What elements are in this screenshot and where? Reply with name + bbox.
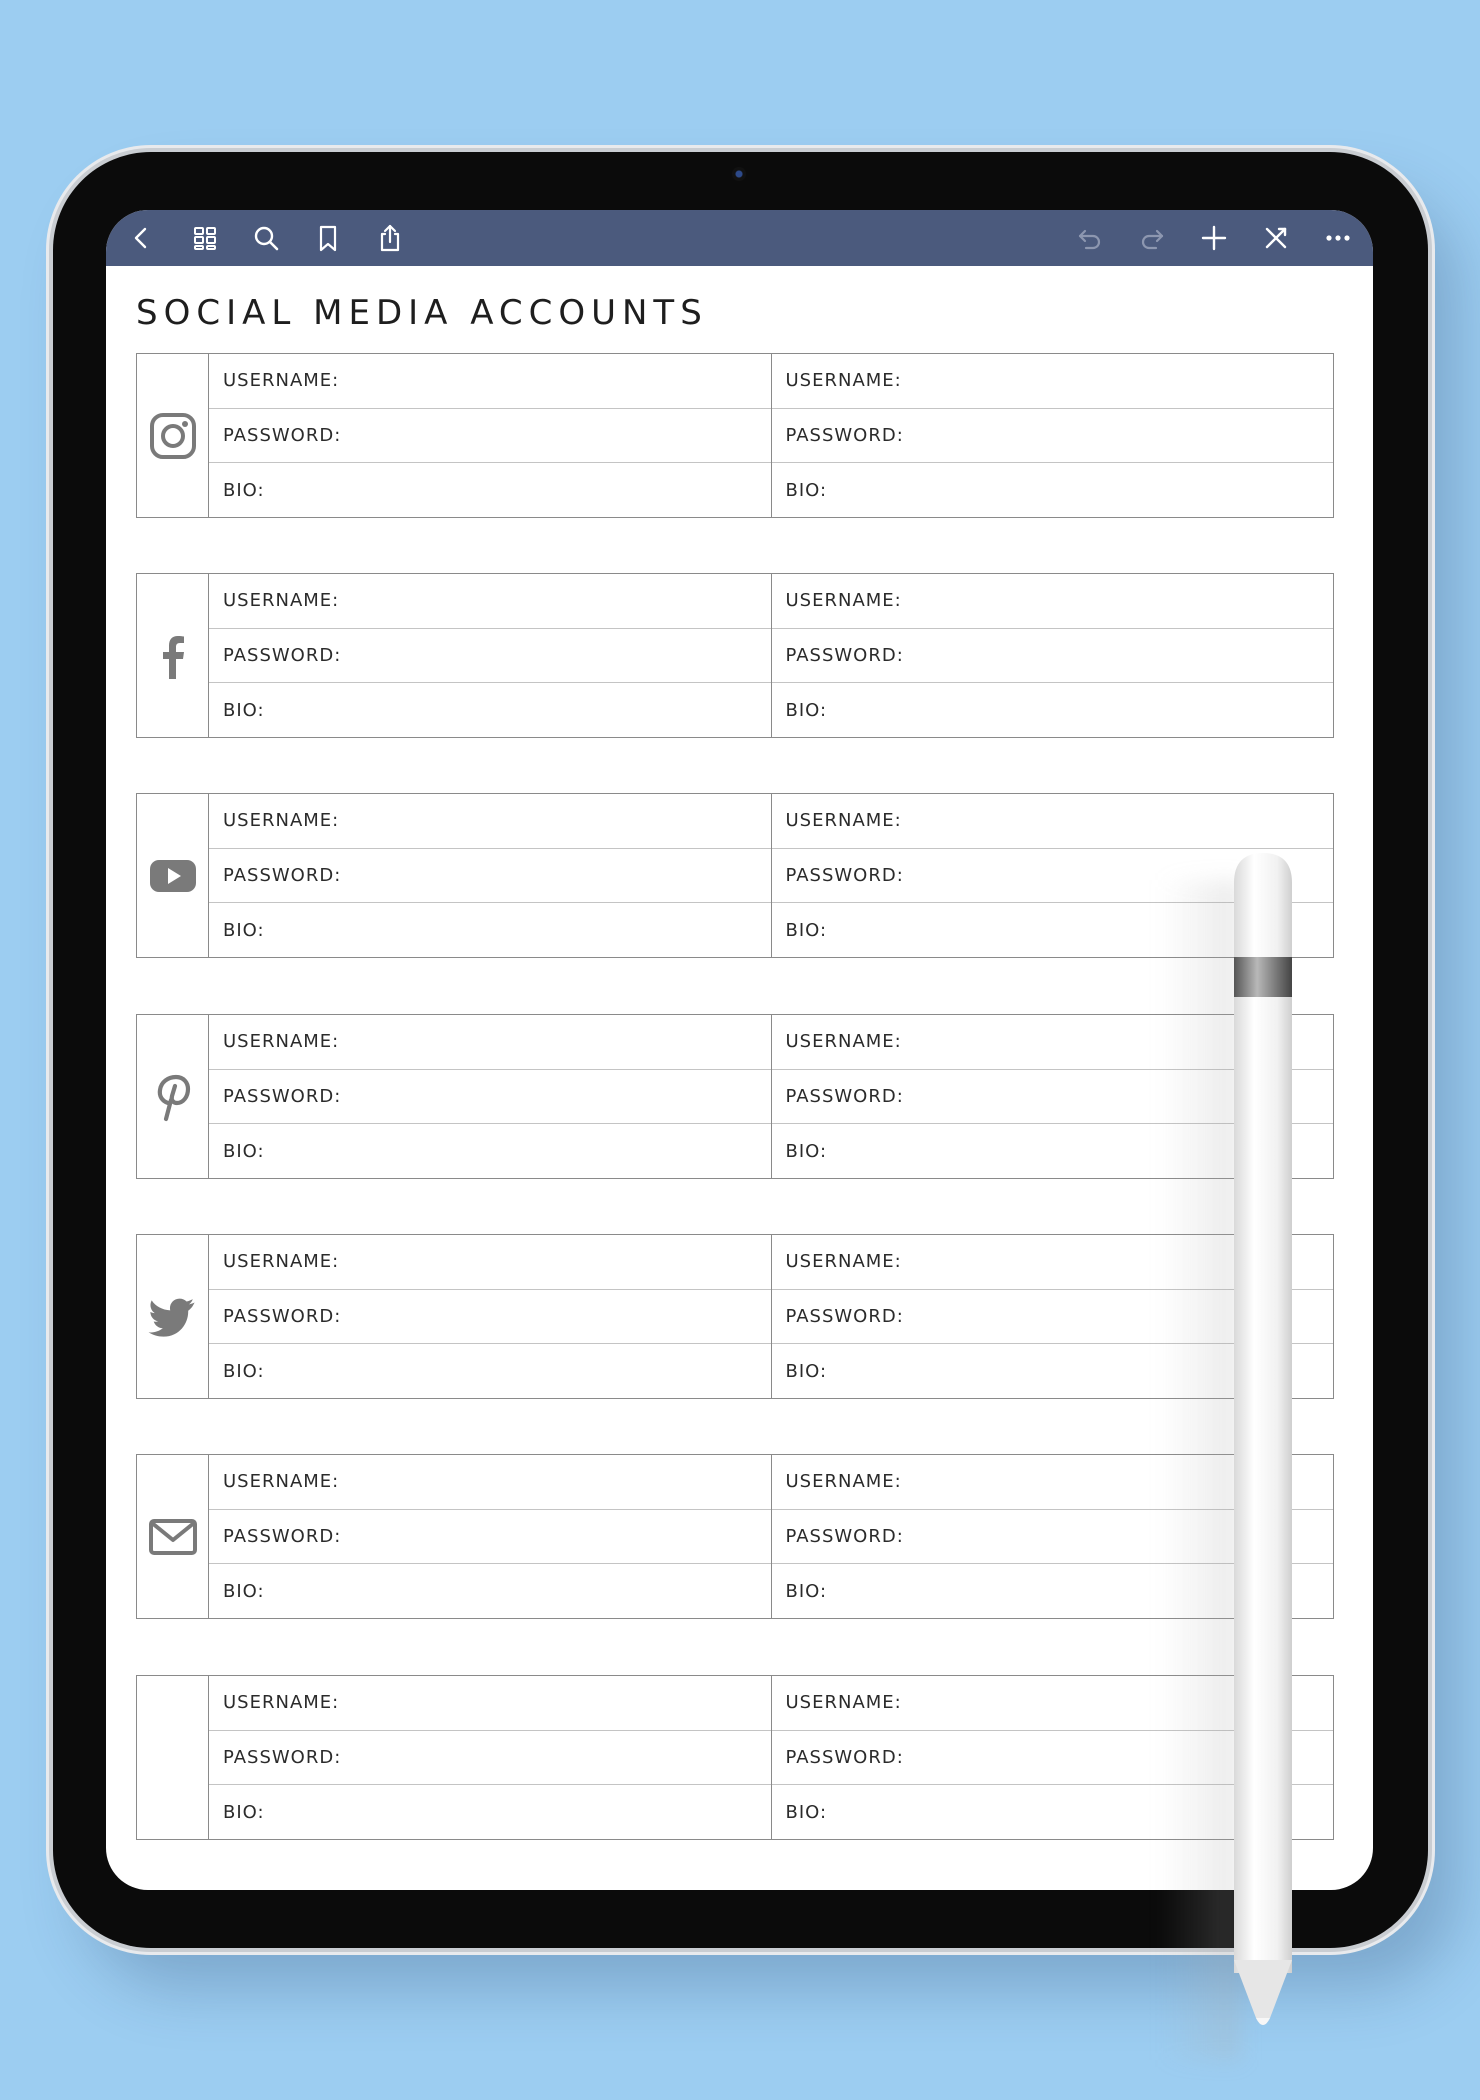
- close-icon[interactable]: [1256, 218, 1296, 258]
- password-field[interactable]: PASSWORD:: [772, 408, 1334, 463]
- search-icon[interactable]: [246, 218, 286, 258]
- bio-field[interactable]: BIO:: [209, 902, 771, 957]
- password-field[interactable]: PASSWORD:: [209, 628, 771, 683]
- password-field[interactable]: PASSWORD:: [209, 1289, 771, 1344]
- account-icon-cell[interactable]: [137, 1676, 209, 1839]
- bio-field[interactable]: BIO:: [772, 462, 1334, 517]
- toolbar: [106, 210, 1373, 266]
- account-column-left: [209, 1235, 771, 1398]
- account-block: [136, 1454, 1334, 1619]
- account-icon-cell: [137, 1015, 209, 1178]
- pencil-shadow: [1160, 880, 1240, 2060]
- account-icon-cell: [137, 794, 209, 957]
- account-block: [136, 793, 1334, 958]
- account-column-left: [209, 1455, 771, 1618]
- account-column-left: [209, 354, 771, 517]
- bio-field[interactable]: BIO:: [772, 682, 1334, 737]
- username-field[interactable]: USERNAME:: [223, 370, 340, 392]
- username-field[interactable]: USERNAME:: [223, 1031, 340, 1053]
- password-field[interactable]: PASSWORD:: [772, 628, 1334, 683]
- share-icon[interactable]: [370, 218, 410, 258]
- username-field[interactable]: USERNAME:: [223, 810, 340, 832]
- camera-icon: [732, 167, 746, 181]
- account-column-left: [209, 1676, 771, 1839]
- account-icon-cell: [137, 354, 209, 517]
- account-block: [136, 1675, 1334, 1840]
- username-field[interactable]: USERNAME:: [785, 1471, 902, 1493]
- account-block: [136, 1014, 1334, 1179]
- undo-icon[interactable]: [1070, 218, 1110, 258]
- bio-field[interactable]: BIO:: [209, 1784, 771, 1839]
- password-field[interactable]: PASSWORD:: [772, 1509, 1334, 1564]
- username-field[interactable]: USERNAME:: [223, 1471, 340, 1493]
- account-icon-cell: [137, 1235, 209, 1398]
- password-field[interactable]: PASSWORD:: [209, 1730, 771, 1785]
- username-field[interactable]: USERNAME:: [785, 1692, 902, 1714]
- password-field[interactable]: PASSWORD:: [772, 1289, 1334, 1344]
- account-block: [136, 1234, 1334, 1399]
- password-field[interactable]: PASSWORD:: [772, 848, 1334, 903]
- bio-field[interactable]: BIO:: [209, 682, 771, 737]
- bio-field[interactable]: BIO:: [209, 1343, 771, 1398]
- youtube-icon: [148, 851, 198, 901]
- page-title: SOCIAL MEDIA ACCOUNTS: [136, 293, 708, 333]
- username-field[interactable]: USERNAME:: [785, 810, 902, 832]
- account-column-left: [209, 574, 771, 737]
- password-field[interactable]: PASSWORD:: [209, 1069, 771, 1124]
- bio-field[interactable]: BIO:: [772, 1343, 1334, 1398]
- username-field[interactable]: USERNAME:: [785, 370, 902, 392]
- username-field[interactable]: USERNAME:: [223, 1692, 340, 1714]
- instagram-icon: [148, 411, 198, 461]
- bookmark-icon[interactable]: [308, 218, 348, 258]
- password-field[interactable]: PASSWORD:: [772, 1730, 1334, 1785]
- account-column-left: [209, 1015, 771, 1178]
- account-block: [136, 353, 1334, 518]
- bio-field[interactable]: BIO:: [772, 902, 1334, 957]
- add-icon[interactable]: [1194, 218, 1234, 258]
- username-field[interactable]: USERNAME:: [785, 1031, 902, 1053]
- account-icon-cell: [137, 1455, 209, 1618]
- username-field[interactable]: USERNAME:: [785, 590, 902, 612]
- password-field[interactable]: PASSWORD:: [209, 848, 771, 903]
- username-field[interactable]: USERNAME:: [223, 590, 340, 612]
- password-field[interactable]: PASSWORD:: [209, 1509, 771, 1564]
- bio-field[interactable]: BIO:: [209, 1123, 771, 1178]
- account-column-right: [771, 354, 1334, 517]
- account-column-right: [771, 574, 1334, 737]
- account-icon-cell: [137, 574, 209, 737]
- username-field[interactable]: USERNAME:: [223, 1251, 340, 1273]
- facebook-icon: [148, 631, 198, 681]
- pencil-tip-icon: [1234, 1960, 1292, 2030]
- password-field[interactable]: PASSWORD:: [209, 408, 771, 463]
- stylus-pencil-icon: [1234, 853, 1292, 1973]
- redo-icon[interactable]: [1132, 218, 1172, 258]
- username-field[interactable]: USERNAME:: [785, 1251, 902, 1273]
- back-icon[interactable]: [122, 218, 162, 258]
- twitter-icon: [148, 1292, 198, 1342]
- bio-field[interactable]: BIO:: [209, 462, 771, 517]
- account-block: [136, 573, 1334, 738]
- bio-field[interactable]: BIO:: [772, 1123, 1334, 1178]
- pinterest-icon: [148, 1072, 198, 1122]
- more-icon[interactable]: [1318, 218, 1358, 258]
- account-column-left: [209, 794, 771, 957]
- email-icon: [148, 1512, 198, 1562]
- bio-field[interactable]: BIO:: [772, 1563, 1334, 1618]
- grid-icon[interactable]: [185, 218, 225, 258]
- bio-field[interactable]: BIO:: [772, 1784, 1334, 1839]
- password-field[interactable]: PASSWORD:: [772, 1069, 1334, 1124]
- bio-field[interactable]: BIO:: [209, 1563, 771, 1618]
